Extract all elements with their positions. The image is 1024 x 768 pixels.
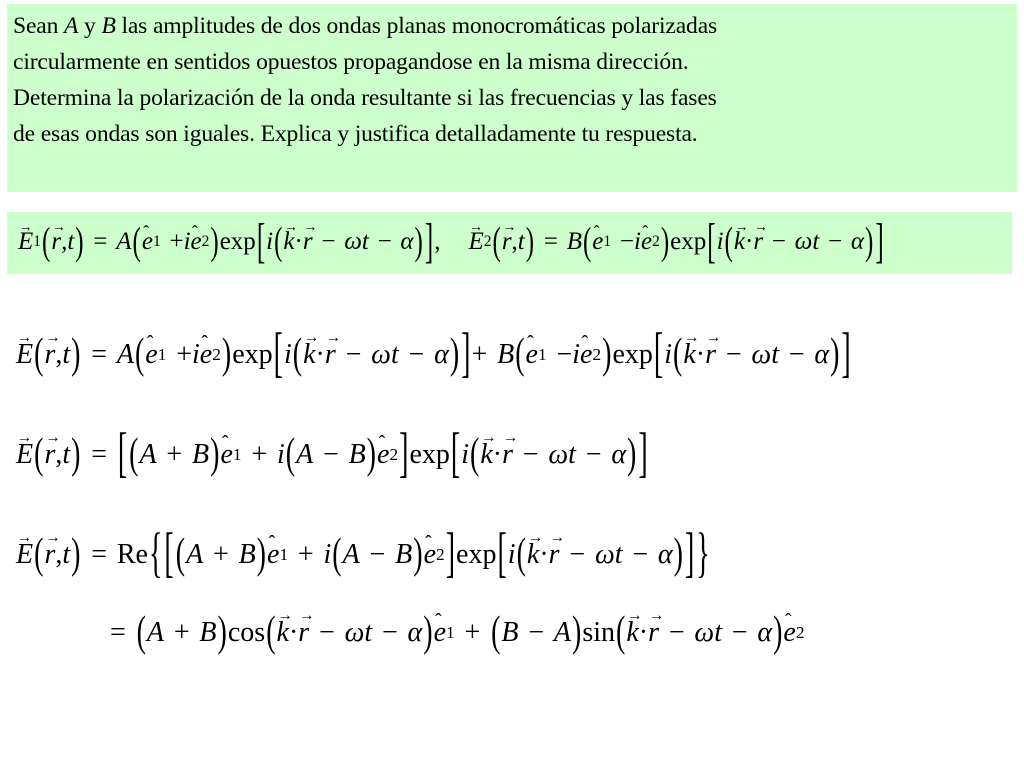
math-token: )	[71, 430, 81, 479]
math-token: e ˆ	[220, 439, 232, 471]
math-token: +	[297, 539, 314, 570]
math-token: t	[364, 617, 373, 648]
math-token: t	[390, 339, 399, 370]
math-token: B	[199, 617, 217, 648]
math-token: (	[136, 608, 146, 657]
math-token: 1	[603, 233, 612, 250]
math-token: r →	[502, 228, 512, 256]
math-token: −	[619, 228, 635, 255]
equation-factored	[16, 420, 649, 490]
math-token: ,	[55, 539, 63, 570]
math-token: i	[634, 228, 641, 255]
math-token: α	[400, 228, 414, 255]
math-token: (	[34, 530, 44, 579]
math-token: ]	[841, 323, 851, 385]
math-token: +	[169, 228, 184, 255]
math-token: −	[828, 228, 843, 255]
math-token: i	[266, 228, 274, 255]
equation-definitions	[18, 215, 885, 269]
math-token: −	[345, 339, 362, 370]
math-token: ,	[55, 339, 63, 370]
math-token: )	[413, 530, 423, 579]
equation-real-part	[16, 518, 711, 592]
math-token: r →	[502, 439, 513, 471]
problem-text-fragment: las amplitudes de dos ondas planas monocromáticas polarizadas	[115, 13, 718, 39]
math-token: A	[146, 617, 165, 648]
math-token: t	[714, 617, 722, 648]
math-token: [	[497, 523, 507, 585]
math-token: exp	[670, 228, 707, 255]
math-token: 1	[232, 445, 242, 464]
math-token: ω	[594, 539, 615, 570]
math-token: k →	[480, 439, 492, 471]
math-token: t	[812, 228, 820, 255]
math-token: −	[369, 539, 386, 570]
math-token: (	[274, 221, 283, 263]
math-token: ,	[61, 228, 68, 255]
math-token: exp	[612, 339, 653, 370]
math-token: =	[91, 339, 108, 370]
math-token: B	[501, 617, 519, 648]
math-token: =	[543, 228, 558, 255]
math-token: )	[449, 330, 460, 379]
math-token: r →	[325, 339, 336, 371]
math-token: (	[34, 430, 44, 479]
math-token: 2	[592, 345, 602, 364]
math-token: )	[660, 221, 670, 263]
math-token: exp	[232, 339, 273, 370]
math-token: )	[414, 221, 423, 263]
math-token: [	[256, 215, 266, 269]
math-token: ·	[294, 228, 303, 255]
math-token: −	[731, 617, 748, 648]
math-token: [	[273, 323, 283, 385]
math-token: e ˆ	[424, 539, 436, 571]
math-token: i	[284, 339, 292, 370]
math-token: −	[632, 539, 649, 570]
math-token: (	[616, 608, 626, 657]
math-token: ·	[492, 439, 503, 470]
math-token: (	[34, 330, 44, 379]
math-token: )	[572, 608, 582, 657]
math-token: B	[497, 339, 515, 370]
math-token: (	[673, 330, 683, 379]
math-token: e ˆ	[592, 228, 603, 256]
math-token: i	[183, 228, 191, 255]
math-token: )	[210, 430, 220, 479]
math-token: e ˆ	[580, 339, 592, 371]
math-token: i	[716, 228, 724, 255]
math-token: +	[212, 539, 229, 570]
math-token: )	[210, 221, 219, 263]
math-token: exp	[409, 439, 450, 470]
math-token: e ˆ	[434, 617, 446, 649]
math-token: −	[408, 339, 425, 370]
math-token: ]	[399, 423, 409, 485]
math-token: (	[516, 530, 526, 579]
math-token: k →	[626, 617, 638, 649]
math-token: (	[132, 221, 141, 263]
math-token: {	[148, 523, 163, 585]
math-token: (	[292, 330, 303, 379]
math-token: )	[602, 330, 612, 379]
math-token: +	[471, 339, 488, 370]
math-token: B	[238, 539, 256, 570]
math-token: 2	[436, 545, 445, 564]
problem-text-fragment: Sean	[13, 13, 65, 39]
math-token: k →	[277, 617, 289, 649]
math-token: i	[507, 539, 516, 570]
math-token: ]	[445, 523, 456, 585]
math-token: i	[461, 439, 469, 470]
math-token: 1	[157, 345, 167, 364]
math-token: )	[75, 221, 84, 263]
math-token: B	[395, 539, 413, 570]
math-token: =	[91, 439, 108, 470]
math-token: ]	[875, 215, 884, 269]
math-token: (	[724, 221, 733, 263]
math-token: )	[865, 221, 874, 263]
problem-line-2: circularmente en sentidos opuestos propagandose en la misma dirección.	[13, 49, 689, 75]
math-token: k →	[734, 228, 745, 256]
math-token: ]	[638, 423, 648, 485]
math-token: )	[525, 221, 535, 263]
math-token: r →	[51, 228, 61, 256]
math-token: +	[173, 617, 190, 648]
math-token: ω	[344, 228, 362, 255]
math-token: )	[673, 530, 683, 579]
math-token: [	[653, 323, 664, 385]
math-token: α	[611, 439, 627, 470]
math-token: −	[322, 439, 339, 470]
equation-result	[110, 598, 805, 668]
math-token: −	[522, 439, 539, 470]
math-token: t	[62, 339, 71, 370]
problem-line-3: Determina la polarización de la onda resultante si las frecuencias y las fases	[13, 85, 717, 111]
math-token: B	[348, 439, 366, 470]
math-token: 2	[652, 233, 660, 250]
symbol-b: B	[101, 13, 116, 39]
math-token: ·	[744, 228, 754, 255]
math-token: t	[614, 539, 623, 570]
math-token: A	[139, 439, 157, 470]
math-token: r →	[44, 439, 55, 471]
math-token: )	[256, 530, 266, 579]
math-token: (	[515, 330, 525, 379]
math-token: E →	[16, 539, 33, 571]
math-token: B	[192, 439, 210, 470]
math-token: A	[553, 617, 572, 648]
math-token: 2	[795, 623, 805, 642]
math-token: −	[556, 339, 573, 370]
math-token: ·	[288, 617, 299, 648]
math-token: A	[116, 339, 134, 370]
math-token: t	[517, 228, 525, 255]
math-token: 1	[446, 623, 455, 642]
math-token: E →	[16, 439, 33, 471]
math-token: )	[423, 608, 433, 657]
math-token: )	[627, 430, 637, 479]
math-token: i	[572, 339, 581, 370]
math-token: i	[664, 339, 673, 370]
math-token: (	[491, 608, 501, 657]
math-token: 2	[212, 345, 221, 364]
math-token: k →	[527, 539, 539, 571]
math-token: −	[377, 228, 392, 255]
math-token: α	[434, 339, 449, 370]
math-token: −	[585, 439, 602, 470]
math-token: −	[318, 617, 335, 648]
problem-line-4: de esas ondas son iguales. Explica y justifica detalladamente tu respuesta.	[13, 121, 698, 147]
math-token: [	[450, 423, 461, 485]
math-token: r →	[753, 228, 763, 256]
math-token: k →	[683, 339, 695, 371]
math-token: +	[464, 617, 481, 648]
math-token: [	[164, 523, 174, 585]
math-token: t	[771, 339, 779, 370]
math-token: ·	[539, 539, 549, 570]
math-token: (	[332, 530, 342, 579]
math-token: cos	[227, 617, 266, 648]
math-token: sin	[582, 617, 616, 648]
math-token: −	[725, 339, 742, 370]
math-token: A	[116, 228, 132, 255]
math-token: )	[221, 330, 232, 379]
math-token: B	[566, 228, 582, 255]
math-token: −	[569, 539, 586, 570]
math-token: (	[42, 221, 51, 263]
math-token: )	[217, 608, 227, 657]
math-token: e ˆ	[641, 228, 652, 256]
math-token: A	[342, 539, 360, 570]
math-token: ]	[461, 323, 471, 385]
math-token: =	[91, 539, 108, 570]
problem-statement	[7, 4, 1017, 192]
math-token: r →	[303, 228, 313, 256]
math-token: k →	[303, 339, 315, 371]
math-token: 2	[389, 445, 399, 464]
math-token: (	[582, 221, 592, 263]
math-token: [	[707, 215, 716, 269]
math-token: +	[251, 439, 268, 470]
math-token: exp	[456, 539, 497, 570]
math-token: t	[62, 439, 71, 470]
math-token: i	[323, 539, 332, 570]
math-token: ]	[684, 523, 695, 585]
math-token: α	[814, 339, 830, 370]
math-token: )	[71, 330, 81, 379]
math-token: 1	[33, 233, 42, 250]
math-token: 1	[279, 545, 289, 564]
math-token: e ˆ	[377, 439, 389, 471]
math-token: E →	[468, 228, 483, 256]
math-token: (	[470, 430, 480, 479]
math-token: α	[757, 617, 773, 648]
math-token: t	[67, 228, 75, 255]
math-token: ω	[694, 617, 715, 648]
math-token: (	[285, 430, 296, 479]
math-token: (	[492, 221, 501, 263]
math-token: α	[850, 228, 864, 255]
math-token: (	[134, 330, 145, 379]
math-token: t	[62, 539, 71, 570]
math-token: e ˆ	[191, 228, 202, 256]
math-token: 2	[201, 233, 210, 250]
math-token: E →	[16, 339, 33, 371]
math-token: t	[361, 228, 369, 255]
math-token: k →	[283, 228, 294, 256]
math-token: ·	[315, 339, 325, 370]
math-token: E →	[18, 228, 33, 256]
math-token: α	[657, 539, 673, 570]
math-token: i	[276, 439, 285, 470]
math-token: +	[166, 439, 183, 470]
math-token: ω	[371, 339, 391, 370]
math-token: r →	[648, 617, 659, 649]
math-token: r →	[298, 617, 309, 649]
math-token: +	[176, 339, 192, 370]
math-token: )	[366, 430, 376, 479]
math-token: 1	[152, 233, 161, 250]
math-token: e ˆ	[145, 339, 157, 371]
math-token: )	[773, 608, 783, 657]
math-token: −	[788, 339, 805, 370]
math-token: ω	[344, 617, 365, 648]
math-token: ,	[55, 439, 63, 470]
math-token: ,	[434, 228, 441, 255]
symbol-a: A	[64, 13, 79, 39]
math-token: e ˆ	[526, 339, 538, 371]
math-token: 2	[483, 233, 492, 250]
math-token: exp	[219, 228, 256, 255]
math-token: ·	[638, 617, 649, 648]
math-token: ,	[511, 228, 518, 255]
math-token: −	[321, 228, 336, 255]
math-token: )	[71, 530, 81, 579]
problem-text-fragment: y	[78, 13, 102, 39]
math-token: [	[117, 423, 128, 485]
math-token: r →	[705, 339, 716, 371]
math-token: ·	[695, 339, 706, 370]
math-token: ]	[424, 215, 434, 269]
math-token: α	[407, 617, 423, 648]
math-token: e ˆ	[142, 228, 153, 256]
math-token: Re	[116, 539, 148, 570]
problem-line-1	[13, 8, 1017, 44]
math-token: r →	[44, 539, 55, 571]
math-token: e ˆ	[267, 539, 279, 571]
math-token: r →	[549, 539, 560, 571]
math-token: }	[696, 523, 710, 585]
math-token: ω	[548, 439, 569, 470]
math-token: e ˆ	[783, 617, 795, 649]
math-token: −	[771, 228, 786, 255]
math-token: =	[110, 617, 126, 648]
math-token: r →	[44, 339, 55, 371]
math-token: )	[830, 330, 840, 379]
math-token: (	[129, 430, 139, 479]
math-token: −	[528, 617, 545, 648]
math-token: i	[192, 339, 200, 370]
math-token: A	[186, 539, 204, 570]
math-token: 1	[537, 345, 547, 364]
equation-superposition	[16, 320, 852, 390]
math-token: =	[93, 228, 108, 255]
math-token: (	[175, 530, 186, 579]
math-token: (	[266, 608, 276, 657]
math-token: A	[296, 439, 314, 470]
math-token: ω	[794, 228, 813, 255]
math-token: ω	[751, 339, 772, 370]
math-token: −	[381, 617, 398, 648]
math-token: t	[568, 439, 576, 470]
math-token: e ˆ	[200, 339, 212, 371]
math-token: −	[668, 617, 685, 648]
